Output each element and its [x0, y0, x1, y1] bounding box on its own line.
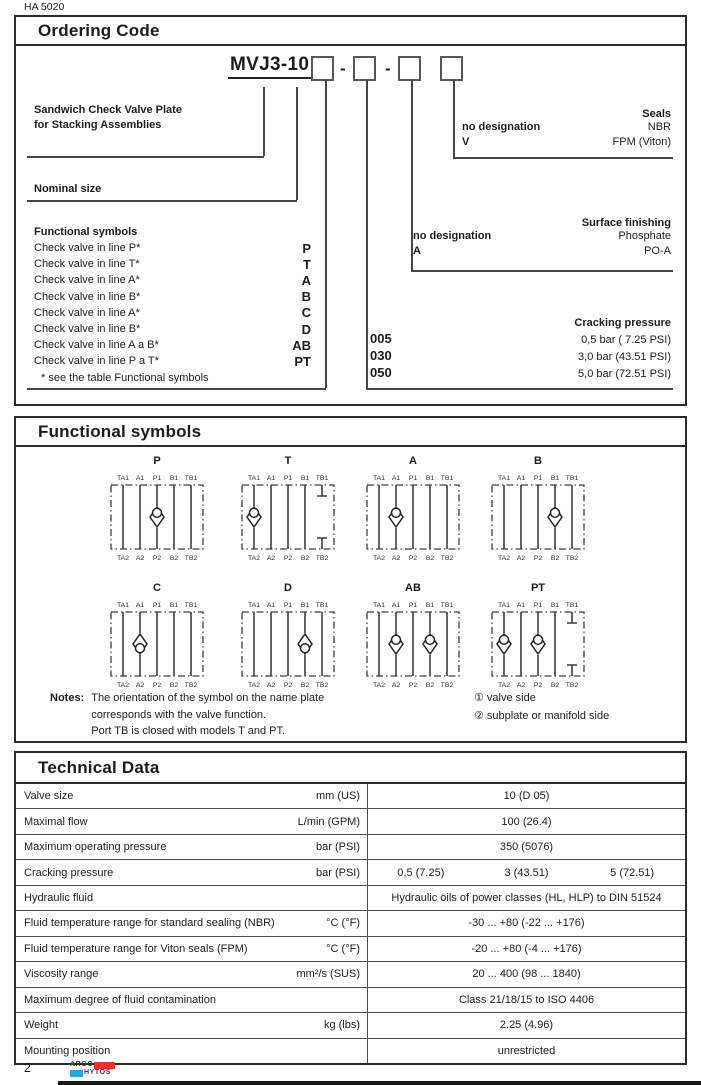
- connector-line: [366, 80, 368, 388]
- function-code: T: [303, 256, 311, 272]
- function-label: Check valve in line A*: [34, 306, 140, 319]
- row-value: 10 (D 05): [503, 790, 550, 803]
- function-symbol-row: [34, 321, 311, 337]
- cracking-pressure-rows: [370, 331, 671, 382]
- row-label-cell: [16, 1013, 368, 1037]
- technical-data-section-title: [14, 751, 687, 784]
- svg-text:P1: P1: [408, 602, 418, 609]
- section-title-text: Technical Data: [38, 757, 160, 777]
- logo-red-block: [94, 1062, 115, 1069]
- valve-diagram-AB: [363, 580, 463, 694]
- row-value-cell: [368, 988, 685, 1012]
- function-symbol-row: [34, 256, 311, 272]
- technical-data-row: [16, 911, 685, 936]
- option-value: 0,5 bar ( 7.25 PSI): [581, 334, 671, 346]
- svg-text:P2: P2: [283, 555, 293, 562]
- svg-text:TA2: TA2: [498, 682, 510, 689]
- svg-text:TA1: TA1: [498, 602, 510, 609]
- svg-text:P2: P2: [408, 682, 418, 689]
- svg-text:TA1: TA1: [248, 475, 260, 482]
- row-label: Valve size: [24, 790, 74, 803]
- row-label-cell: [16, 860, 368, 884]
- technical-data-row: [16, 937, 685, 962]
- row-label-cell: [16, 911, 368, 935]
- svg-text:B2: B2: [425, 682, 435, 689]
- technical-data-row: [16, 1039, 685, 1063]
- technical-data-row: [16, 860, 685, 885]
- svg-text:TB1: TB1: [184, 602, 198, 609]
- row-label: Weight: [24, 1019, 59, 1032]
- row-value: 2.25 (4.96): [499, 1019, 554, 1032]
- svg-text:B1: B1: [169, 602, 179, 609]
- row-label: Maximum degree of fluid contamination: [24, 993, 216, 1006]
- svg-text:AB: AB: [405, 582, 421, 594]
- row-unit: °C (°F): [326, 942, 360, 955]
- svg-text:A2: A2: [135, 555, 145, 562]
- valve-diagram-svg-D: [238, 580, 338, 692]
- technical-data-row: [16, 988, 685, 1013]
- function-label: Check valve in line P a T*: [34, 355, 159, 368]
- connector-line: [263, 87, 265, 156]
- row-label: Hydraulic fluid: [24, 892, 94, 905]
- svg-text:TB2: TB2: [184, 682, 198, 689]
- svg-text:TA2: TA2: [373, 682, 385, 689]
- svg-text:B1: B1: [169, 475, 179, 482]
- svg-text:B2: B2: [425, 555, 435, 562]
- function-symbol-row: [34, 337, 311, 353]
- section-title-text: Ordering Code: [38, 20, 160, 40]
- svg-text:B1: B1: [425, 602, 435, 609]
- technical-data-row: [16, 784, 685, 809]
- svg-text:P1: P1: [408, 475, 418, 482]
- svg-text:TA2: TA2: [498, 555, 510, 562]
- page-bottom-bar: [58, 1081, 701, 1085]
- svg-text:A2: A2: [266, 682, 276, 689]
- cracking-option-row: [370, 348, 671, 365]
- function-symbol-row: [34, 240, 311, 256]
- function-code: PT: [294, 353, 311, 369]
- valve-diagram-P: [107, 453, 207, 567]
- function-code: B: [301, 289, 311, 305]
- order-code-box-2: [353, 56, 376, 81]
- valve-diagram-svg-A: [363, 453, 463, 565]
- row-value-cell: [368, 809, 685, 833]
- svg-text:P1: P1: [283, 602, 293, 609]
- svg-text:P2: P2: [533, 682, 543, 689]
- function-label: Check valve in line A a B*: [34, 339, 159, 352]
- ordering-code-section-title: [14, 15, 687, 46]
- row-value-cell: [368, 784, 685, 808]
- row-label-cell: [16, 835, 368, 859]
- surface-finishing-options-group: [413, 216, 671, 259]
- seals-heading: Seals: [642, 108, 671, 120]
- connector-line: [366, 388, 673, 390]
- function-label: Check valve in line B*: [34, 323, 141, 336]
- logo-text-argo: ARGO: [70, 1061, 94, 1068]
- row-label: Cracking pressure: [24, 866, 114, 879]
- svg-text:B1: B1: [550, 602, 560, 609]
- cracking-pressure-options-group: [370, 315, 671, 382]
- technical-data-row: [16, 809, 685, 834]
- surface-option-row: [413, 245, 671, 260]
- svg-text:TB2: TB2: [440, 555, 454, 562]
- notes-lines: [91, 690, 324, 740]
- technical-data-row: [16, 835, 685, 860]
- function-code: P: [302, 240, 311, 256]
- row-value: Class 21/18/15 to ISO 4406: [458, 993, 595, 1006]
- surface-option-row: [413, 230, 671, 245]
- svg-text:P2: P2: [152, 555, 162, 562]
- technical-data-row: [16, 886, 685, 911]
- diagram-row-1: [16, 453, 685, 571]
- svg-text:A1: A1: [391, 602, 401, 609]
- row-unit: kg (lbs): [323, 1019, 360, 1032]
- svg-text:B2: B2: [169, 555, 179, 562]
- connector-line: [453, 157, 673, 159]
- connector-line: [325, 80, 327, 388]
- valve-diagram-D: [238, 580, 338, 694]
- row-value-cell: [368, 835, 685, 859]
- row-value-cell: [368, 911, 685, 935]
- svg-text:TB1: TB1: [565, 602, 579, 609]
- row-unit: bar (PSI): [315, 841, 360, 854]
- functional-symbol-rows: [34, 240, 311, 370]
- option-value: NBR: [647, 121, 671, 133]
- logo-row-bottom: [70, 1069, 115, 1077]
- svg-text:TB2: TB2: [184, 555, 198, 562]
- valve-diagram-svg-AB: [363, 580, 463, 692]
- svg-text:P1: P1: [533, 602, 543, 609]
- option-code: V: [462, 135, 470, 148]
- row-unit: L/min (GPM): [297, 815, 360, 828]
- option-code: A: [413, 244, 421, 257]
- cracking-pressure-heading: Cracking pressure: [574, 317, 671, 329]
- svg-text:A2: A2: [391, 555, 401, 562]
- svg-text:TB2: TB2: [565, 555, 579, 562]
- row-unit: °C (°F): [326, 917, 360, 930]
- row-label-cell: [16, 988, 368, 1012]
- row-unit: mm (US): [316, 790, 360, 803]
- svg-text:D: D: [284, 582, 292, 594]
- document-code: HA 5020: [24, 1, 65, 13]
- order-code-box-1: [311, 56, 334, 81]
- row-value: -20 ... +80 (-4 ... +176): [471, 942, 582, 955]
- seals-option-row: [462, 136, 671, 151]
- order-code-hyphen: -: [385, 59, 391, 78]
- svg-text:TB1: TB1: [440, 475, 454, 482]
- row-label: Mounting position: [24, 1044, 111, 1057]
- legend-item: ② subplate or manifold side: [474, 709, 610, 722]
- function-symbol-row: [34, 305, 311, 321]
- function-symbol-row: [34, 353, 311, 369]
- section-title-text: Functional symbols: [38, 421, 202, 441]
- notes: [50, 690, 324, 740]
- logo-text-hytos: HYTOS: [84, 1069, 111, 1076]
- row-value: 0,5 (7.25): [397, 866, 445, 879]
- functional-symbols-section: [14, 447, 687, 743]
- function-label: Check valve in line A*: [34, 274, 140, 287]
- valve-diagram-svg-PT: [488, 580, 588, 692]
- technical-data-row: [16, 1013, 685, 1038]
- option-code: 030: [370, 348, 392, 363]
- row-value: 5 (72.51): [610, 866, 655, 879]
- svg-text:B2: B2: [300, 682, 310, 689]
- functional-symbols-footnote: * see the table Functional symbols: [41, 371, 209, 384]
- svg-text:P1: P1: [152, 475, 162, 482]
- svg-text:B1: B1: [300, 475, 310, 482]
- row-value-cell: [368, 962, 685, 986]
- row-value: Hydraulic oils of power classes (HL, HLP) to DIN 51524: [391, 892, 662, 905]
- surface-finishing-heading: Surface finishing: [581, 217, 671, 229]
- order-code-box-3: [398, 56, 421, 81]
- seals-options-group: [462, 107, 671, 150]
- svg-text:A2: A2: [266, 555, 276, 562]
- svg-text:TA1: TA1: [373, 475, 385, 482]
- row-unit: mm²/s (SUS): [296, 968, 360, 981]
- functional-symbols-section-title: [14, 416, 687, 447]
- argo-hytos-logo: [70, 1061, 115, 1077]
- option-value: Phosphate: [618, 230, 671, 242]
- seals-rows: [462, 121, 671, 150]
- svg-text:TB2: TB2: [315, 555, 329, 562]
- row-value-cell: [368, 886, 685, 910]
- svg-text:TA1: TA1: [498, 475, 510, 482]
- svg-text:TB1: TB1: [440, 602, 454, 609]
- svg-text:C: C: [153, 582, 161, 594]
- svg-text:TB2: TB2: [565, 682, 579, 689]
- option-code: no designation: [462, 121, 541, 133]
- row-value: unrestricted: [497, 1044, 556, 1057]
- svg-text:P1: P1: [152, 602, 162, 609]
- connector-line: [411, 270, 673, 272]
- row-label-cell: [16, 962, 368, 986]
- cracking-option-row: [370, 331, 671, 348]
- legend-item: ① valve side: [474, 692, 536, 704]
- row-label-cell: [16, 937, 368, 961]
- svg-text:B2: B2: [300, 555, 310, 562]
- row-label: Fluid temperature range for Viton seals (FPM): [24, 942, 248, 955]
- svg-text:A2: A2: [391, 682, 401, 689]
- row-label-cell: [16, 784, 368, 808]
- order-code-hyphen: -: [340, 59, 346, 78]
- svg-text:A1: A1: [266, 475, 276, 482]
- row-label-cell: [16, 809, 368, 833]
- function-code: D: [301, 321, 311, 337]
- svg-text:TB2: TB2: [440, 682, 454, 689]
- svg-text:P: P: [153, 455, 161, 467]
- model-code: MVJ3-10: [228, 54, 311, 79]
- technical-data-table: [14, 784, 687, 1065]
- connector-line: [27, 200, 297, 202]
- svg-text:B2: B2: [550, 555, 560, 562]
- svg-text:TA2: TA2: [117, 682, 129, 689]
- valve-diagram-A: [363, 453, 463, 567]
- product-name-label: [34, 103, 182, 132]
- product-name-line: Sandwich Check Valve Plate: [34, 104, 182, 116]
- function-code: C: [301, 305, 311, 321]
- svg-text:TB1: TB1: [315, 475, 329, 482]
- row-label: Viscosity range: [24, 968, 99, 981]
- row-value: 350 (5076): [499, 841, 554, 854]
- svg-text:TB1: TB1: [184, 475, 198, 482]
- svg-text:A2: A2: [135, 682, 145, 689]
- row-label: Maximal flow: [24, 815, 88, 828]
- page-number: 2: [24, 1061, 31, 1075]
- row-value-cell: [368, 860, 685, 884]
- svg-text:B1: B1: [550, 475, 560, 482]
- svg-text:P1: P1: [533, 475, 543, 482]
- svg-text:A: A: [409, 455, 417, 467]
- svg-text:B2: B2: [169, 682, 179, 689]
- connector-line: [27, 388, 326, 390]
- svg-text:TA2: TA2: [248, 682, 260, 689]
- svg-text:B2: B2: [550, 682, 560, 689]
- row-value: 100 (26.4): [501, 815, 552, 828]
- option-code: no designation: [413, 230, 492, 242]
- product-name-line: for Stacking Assemblies: [34, 118, 162, 131]
- svg-text:P2: P2: [408, 555, 418, 562]
- svg-text:TB1: TB1: [565, 475, 579, 482]
- svg-text:TB1: TB1: [315, 602, 329, 609]
- connector-line: [296, 87, 298, 200]
- valve-diagram-svg-C: [107, 580, 207, 692]
- svg-text:A2: A2: [516, 555, 526, 562]
- function-label: Check valve in line P*: [34, 242, 141, 255]
- row-value-cell: [368, 1039, 685, 1063]
- valve-diagram-C: [107, 580, 207, 694]
- svg-text:B1: B1: [300, 602, 310, 609]
- svg-text:A1: A1: [391, 475, 401, 482]
- svg-text:TB2: TB2: [315, 682, 329, 689]
- row-value-cell: [368, 1013, 685, 1037]
- row-value: 3 (43.51): [504, 866, 549, 879]
- note-line: The orientation of the symbol on the name plate: [91, 692, 325, 704]
- function-code: AB: [292, 337, 311, 353]
- connector-line: [27, 156, 264, 158]
- svg-text:A1: A1: [516, 475, 526, 482]
- technical-data-row: [16, 962, 685, 987]
- svg-text:A1: A1: [266, 602, 276, 609]
- svg-text:TA2: TA2: [248, 555, 260, 562]
- svg-text:P1: P1: [283, 475, 293, 482]
- valve-diagram-svg-B: [488, 453, 588, 565]
- side-legend: [474, 690, 609, 725]
- svg-text:A1: A1: [516, 602, 526, 609]
- valve-diagram-T: [238, 453, 338, 567]
- svg-text:TA1: TA1: [373, 602, 385, 609]
- nominal-size-label: Nominal size: [34, 183, 102, 195]
- option-value: FPM (Viton): [612, 135, 671, 148]
- row-label-cell: [16, 1039, 368, 1063]
- notes-heading: Notes:: [50, 692, 85, 704]
- function-symbol-row: [34, 289, 311, 305]
- option-value: PO-A: [644, 244, 671, 257]
- logo-row-top: [70, 1061, 115, 1069]
- option-code: 050: [370, 365, 392, 380]
- row-value: 20 ... 400 (98 ... 1840): [472, 968, 581, 981]
- row-label-cell: [16, 886, 368, 910]
- function-symbol-row: [34, 272, 311, 288]
- functional-symbols-heading: Functional symbols: [34, 226, 138, 238]
- svg-text:A1: A1: [135, 602, 145, 609]
- svg-text:P2: P2: [283, 682, 293, 689]
- seals-option-row: [462, 121, 671, 136]
- note-line: corresponds with the valve function.: [91, 708, 267, 721]
- svg-text:A1: A1: [135, 475, 145, 482]
- svg-text:TA1: TA1: [248, 602, 260, 609]
- svg-text:B: B: [534, 455, 542, 467]
- valve-diagram-svg-P: [107, 453, 207, 565]
- diagram-row-2: [16, 580, 685, 698]
- valve-diagram-svg-T: [238, 453, 338, 565]
- ordering-code-section: [14, 46, 687, 406]
- logo-blue-block: [70, 1070, 83, 1077]
- row-value-cell: [368, 937, 685, 961]
- svg-text:A2: A2: [516, 682, 526, 689]
- svg-text:TA2: TA2: [373, 555, 385, 562]
- row-value: -30 ... +80 (-22 ... +176): [468, 917, 585, 930]
- function-label: Check valve in line B*: [34, 290, 141, 303]
- svg-text:P2: P2: [152, 682, 162, 689]
- option-value: 5,0 bar (72.51 PSI): [578, 368, 671, 380]
- note-line: Port TB is closed with models T and PT.: [91, 725, 286, 737]
- functional-symbols-list: [34, 225, 311, 386]
- surface-finishing-rows: [413, 230, 671, 259]
- order-code-box-4: [440, 56, 463, 81]
- svg-text:PT: PT: [530, 582, 546, 594]
- svg-text:TA1: TA1: [117, 475, 129, 482]
- row-label: Fluid temperature range for standard sealing (NBR): [24, 917, 275, 930]
- cracking-option-row: [370, 365, 671, 382]
- svg-text:T: T: [284, 455, 292, 467]
- connector-line: [453, 80, 455, 157]
- function-code: A: [301, 272, 311, 288]
- svg-text:TA2: TA2: [117, 555, 129, 562]
- row-label: Maximum operating pressure: [24, 841, 167, 854]
- option-value: 3,0 bar (43.51 PSI): [578, 351, 671, 363]
- row-unit: bar (PSI): [315, 866, 360, 879]
- option-code: 005: [370, 331, 392, 346]
- valve-diagram-B: [488, 453, 588, 567]
- function-label: Check valve in line T*: [34, 258, 140, 271]
- svg-text:B1: B1: [425, 475, 435, 482]
- valve-diagram-PT: [488, 580, 588, 694]
- svg-text:P2: P2: [533, 555, 543, 562]
- svg-text:TA1: TA1: [117, 602, 129, 609]
